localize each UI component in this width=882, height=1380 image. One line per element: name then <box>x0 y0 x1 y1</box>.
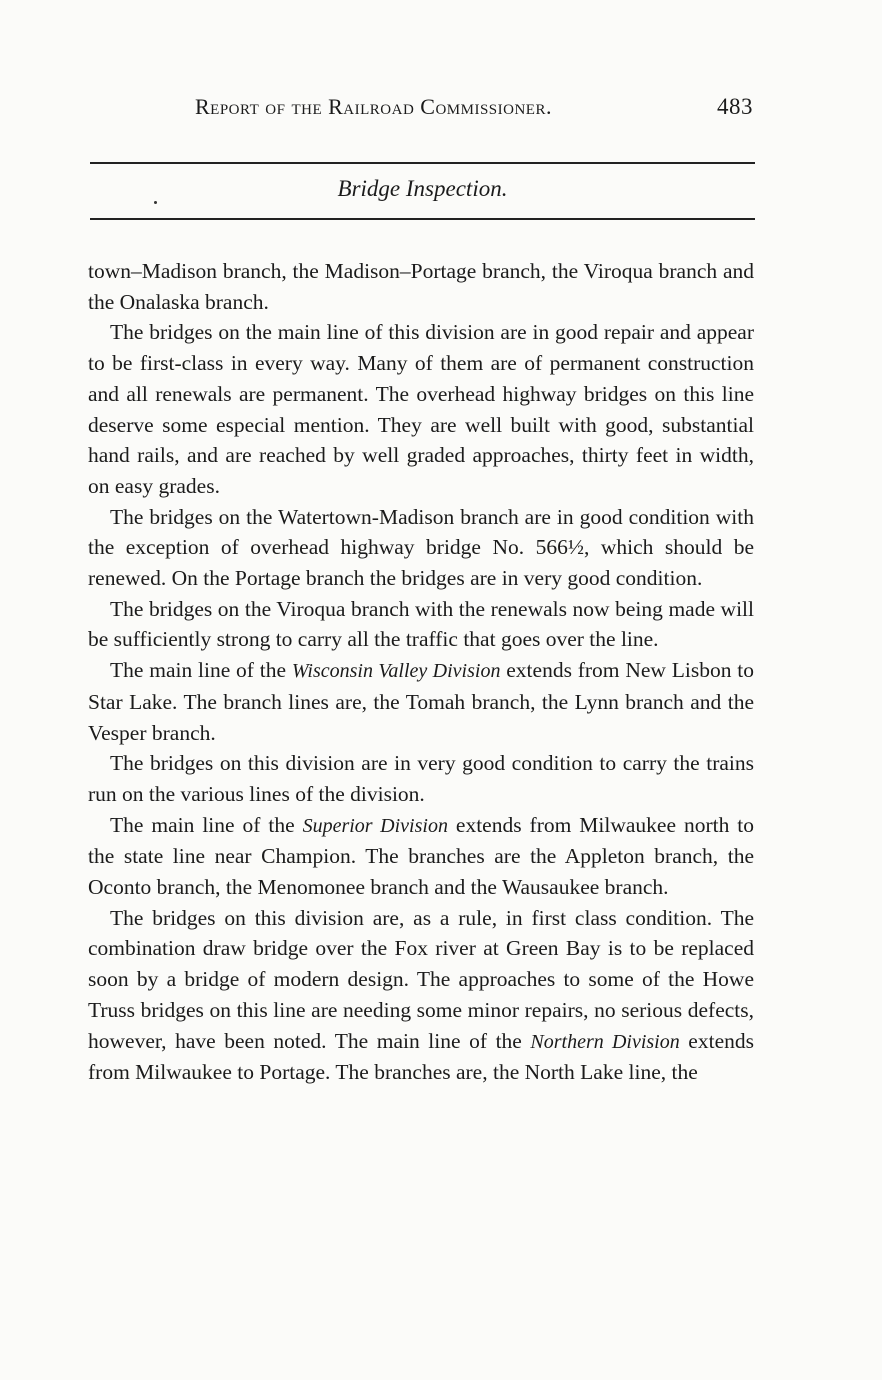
text-run: The bridges on this division are, as a rule, in first class condition. The combination draw bridge over the Fox river at Green Bay is to be replaced soon by a bridge of modern design. The approaches to some of the Howe Truss bridges on this line are needing some minor repairs, no serious defects, however, have been noted. The main line of the <box>88 905 754 1053</box>
text-run: The bridges on the Viroqua branch with the renewals now being made will be sufficiently strong to carry all the traffic that goes over the line. <box>88 596 754 652</box>
paragraph <box>88 594 754 655</box>
paragraph <box>88 748 754 809</box>
text-run: extends from Milwaukee to Portage. The branches are, the North Lake line, the <box>88 1028 754 1085</box>
italic-text: Superior Division <box>302 814 448 837</box>
italic-text: Northern Division <box>530 1030 680 1053</box>
text-run: The main line of the <box>110 658 292 683</box>
paragraph <box>88 655 754 748</box>
print-speck <box>154 201 157 204</box>
body-text <box>88 256 754 1088</box>
text-run: extends from Milwaukee north to the state line near Champion. The branches are the Appleton branch, the Oconto branch, the Menomonee branch and the Wausaukee branch. <box>88 812 754 900</box>
paragraph <box>88 502 754 594</box>
page-number: 483 <box>717 94 753 119</box>
text-run: The bridges on the Watertown-Madison branch are in good condition with the exception of overhead highway bridge No. 566½, which should be renewed. On the Portage branch the bridges are in very good condition. <box>88 504 754 591</box>
paragraph <box>88 810 754 903</box>
text-run: town–Madison branch, the Madison–Portage branch, the Viroqua branch and the Onalaska branch. <box>88 259 754 314</box>
paragraph <box>88 256 754 317</box>
text-run: extends from New Lisbon to Star Lake. The branch lines are, the Tomah branch, the Lynn branch and the Vesper branch. <box>88 658 754 745</box>
section-title: Bridge Inspection. <box>337 176 508 201</box>
paragraph <box>88 317 754 501</box>
header-rule-bottom <box>90 218 755 220</box>
running-title: Report of the Railroad Commissioner. <box>195 94 552 119</box>
header-rule-top <box>90 162 755 164</box>
text-run: The bridges on the main line of this division are in good repair and appear to be first-class in every way. Many of them are of permanent construction and all renewals are permanent. The overhead highway bridges on this line deserve some especial mention. They are well built with good, substantial hand rails, and are reached by well graded approaches, thirty feet in width, on easy grades. <box>88 320 754 498</box>
text-run: The bridges on this division are in very good condition to carry the trains run on the various lines of the division. <box>88 751 754 806</box>
text-run: The main line of the <box>110 812 303 837</box>
italic-text: Wisconsin Valley Division <box>291 660 501 683</box>
paragraph <box>88 903 754 1088</box>
